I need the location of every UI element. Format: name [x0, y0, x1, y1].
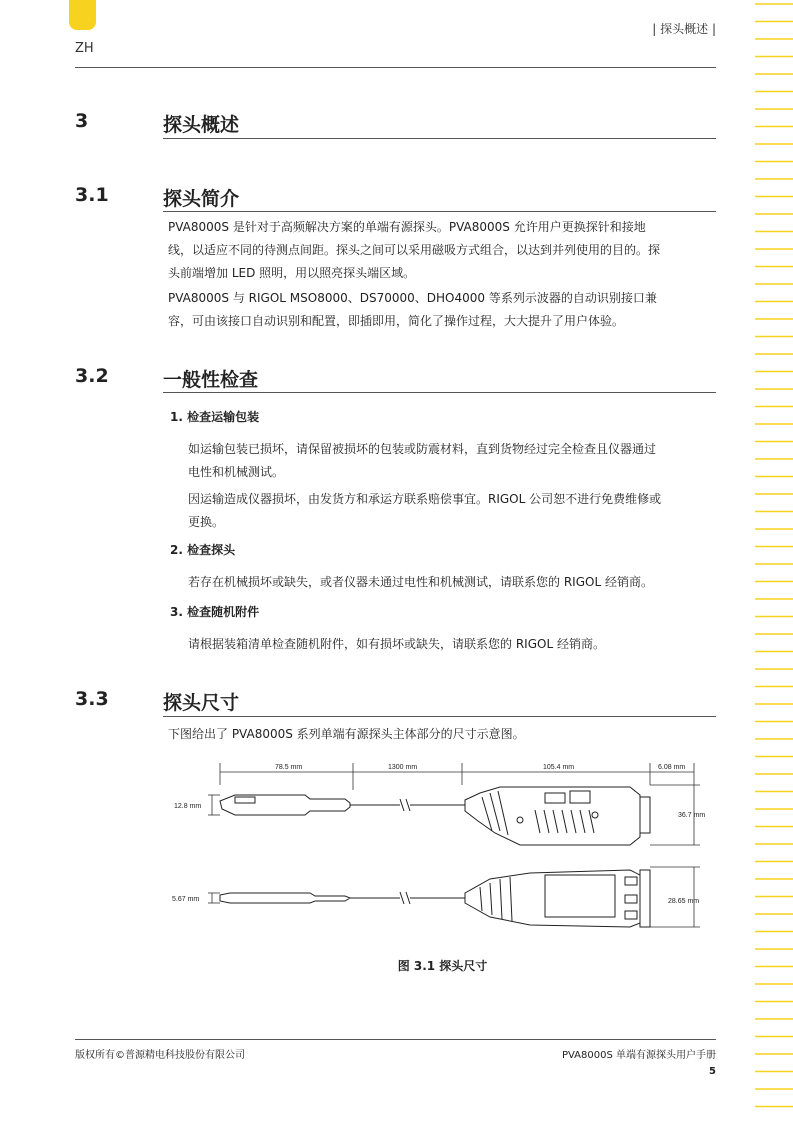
intro-paragraph-2: PVA8000S 与 RIGOL MSO8000、DS70000、DHO4000 等系列示波器的自动识别接口兼 容，可由该接口自动识别和配置，即插即用，简化了操作过程，大大提升了用户体验。 — [168, 291, 657, 328]
chapter-rule — [163, 138, 716, 139]
probe-dimension-drawing — [160, 755, 720, 945]
header-rule — [75, 67, 716, 68]
check-item-title: 3. 检查随机附件 — [170, 605, 260, 619]
dimension-label-tip-height: 12.8 mm — [174, 803, 202, 810]
figure-caption: 图 3.1 探头尺寸 — [397, 959, 488, 973]
page-number: 5 — [709, 1066, 716, 1077]
section-number: 3.3 — [75, 688, 109, 710]
footer-rule — [75, 1039, 716, 1040]
check-item-paragraph: 如运输包装已损坏，请保留被损坏的包装或防震材料，直到货物经过完全检查且仪器通过 电性和机械测试。 — [188, 442, 657, 479]
dimension-label-tip-thickness: 5.67 mm — [172, 896, 200, 903]
chapter-number: 3 — [75, 110, 89, 132]
language-label: ZH — [75, 41, 94, 56]
footer-manual-title: PVA8000S 单端有源探头用户手册 — [561, 1050, 716, 1061]
section-title: 探头尺寸 — [163, 692, 240, 714]
intro-paragraph-1: PVA8000S 是针对于高频解决方案的单端有源探头。PVA8000S 允许用户更换探针和接地 线，以适应不同的待测点间距。探头之间可以采用磁吸方式组合，以达到并列使用的目的。探 头前端增加 LED 照明，用以照亮探头端区域。 — [168, 220, 661, 280]
section-rule — [163, 211, 716, 212]
section-title: 探头简介 — [163, 188, 240, 210]
dimension-label-cable-length: 1300 mm — [388, 764, 418, 771]
check-item-paragraph: 请根据装箱清单检查随机附件，如有损坏或缺失，请联系您的 RIGOL 经销商。 — [188, 637, 605, 651]
dimension-label-body-thickness: 28.65 mm — [668, 898, 700, 905]
check-item-paragraph: 因运输造成仪器损坏，由发货方和承运方联系赔偿事宜。RIGOL 公司恕不进行免费维修或 更换。 — [188, 492, 662, 529]
section-number: 3.2 — [75, 365, 109, 387]
dimension-label-tip-length: 78.5 mm — [275, 764, 303, 771]
check-item-paragraph: 若存在机械损坏或缺失，或者仪器未通过电性和机械测试，请联系您的 RIGOL 经销商。 — [188, 575, 653, 589]
dimension-label-connector-length: 6.08 mm — [658, 764, 686, 771]
check-item-title: 2. 检查探头 — [170, 543, 236, 557]
dimension-label-body-length: 105.4 mm — [543, 764, 575, 771]
brand-tab — [69, 0, 96, 30]
dimension-intro: 下图给出了 PVA8000S 系列单端有源探头主体部分的尺寸示意图。 — [168, 727, 525, 741]
section-number: 3.1 — [75, 184, 109, 206]
running-header: | 探头概述 | — [652, 22, 716, 36]
check-item-title: 1. 检查运输包装 — [170, 410, 260, 424]
chapter-title: 探头概述 — [163, 114, 240, 136]
footer-copyright: 版权所有©普源精电科技股份有限公司 — [75, 1050, 245, 1061]
section-title: 一般性检查 — [163, 369, 259, 391]
margin-stripes — [755, 0, 793, 1122]
section-rule — [163, 392, 716, 393]
section-rule — [163, 716, 716, 717]
dimension-label-body-height: 36.7 mm — [678, 812, 706, 819]
